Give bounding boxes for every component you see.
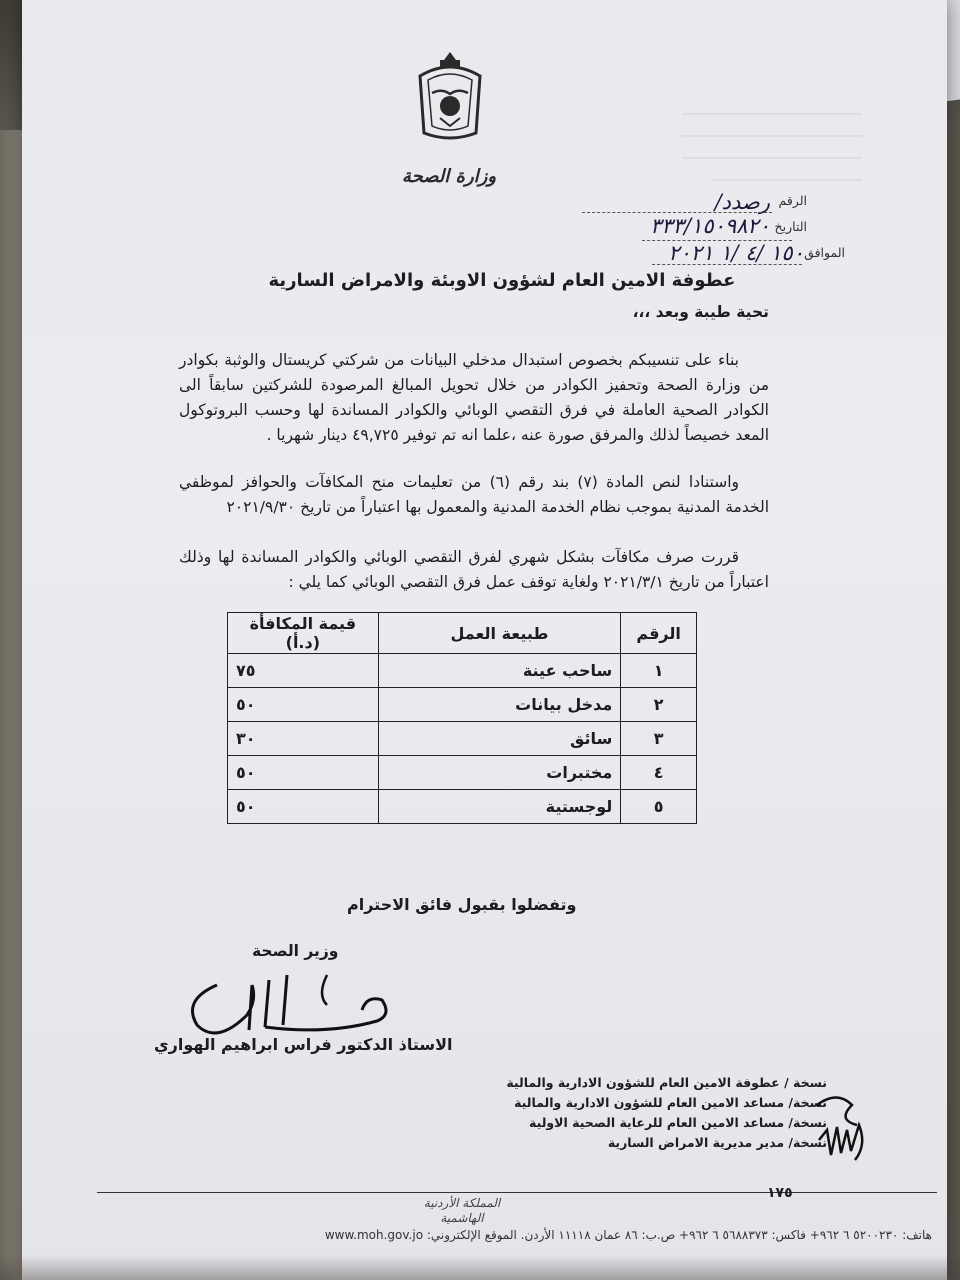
row-reward-value: ٥٠ bbox=[228, 688, 379, 722]
copy-item: نسخة / عطوفة الامين العام للشؤون الادارية والمالية bbox=[506, 1075, 827, 1090]
minister-title: وزير الصحة bbox=[252, 942, 339, 960]
table-row bbox=[228, 756, 697, 790]
row-number: ٤ bbox=[621, 756, 697, 790]
paragraph-2 bbox=[179, 470, 769, 520]
corresp-date: ١٥٠ /٤ /١ ٢٠٢١ bbox=[668, 241, 804, 265]
contact-details: هاتف: ٥٢٠٠٢٣٠ ٦ ٩٦٢+ فاكس: ٥٦٨٨٣٧٣ ٦ ٩٦٢+ ص.ب: ٨٦ عمان ١١١١٨ الأردن. الموقع الإلكتروني: bbox=[426, 1228, 932, 1242]
copy-item: نسخة/ مساعد الامين العام للرعاية الصحية الاولية bbox=[529, 1115, 827, 1130]
reward-table bbox=[227, 612, 697, 824]
paragraph-3-text: قررت صرف مكافآت بشكل شهري لفرق التقصي الوبائي والكوادر المساندة لها وذلك اعتباراً من تاريخ ٢٠٢١/٣/١ ولغاية توقف عمل فرق التقصي الوبائي كما يلي : bbox=[179, 548, 769, 591]
table-header-row bbox=[228, 613, 697, 654]
corresp-dash bbox=[652, 264, 802, 265]
greeting: تحية طيبة وبعد ،،، bbox=[632, 303, 769, 321]
row-reward-value: ٣٠ bbox=[228, 722, 379, 756]
ref-number: رصدد/ ٣٣٣/١٥٠٩٨٢٠ bbox=[650, 190, 770, 238]
paragraph-1 bbox=[179, 348, 769, 448]
kingdom-logo-text: المملكة الأردنية الهاشمية bbox=[423, 1196, 501, 1225]
coat-of-arms-icon bbox=[410, 48, 490, 143]
row-work-type: لوجستية bbox=[378, 790, 621, 824]
row-number: ٥ bbox=[621, 790, 697, 824]
row-work-type: سائق bbox=[378, 722, 621, 756]
table-row bbox=[228, 688, 697, 722]
date-label: التاريخ bbox=[774, 219, 807, 234]
copies-list bbox=[497, 1073, 827, 1153]
row-number: ٣ bbox=[621, 722, 697, 756]
header-reward-value: قيمة المكافأة (د.أ) bbox=[228, 613, 379, 654]
footer-divider bbox=[97, 1192, 937, 1193]
row-number: ١ bbox=[621, 654, 697, 688]
row-work-type: ساحب عينة bbox=[378, 654, 621, 688]
contact-line bbox=[142, 1228, 932, 1242]
desk-background bbox=[0, 0, 22, 1280]
row-number: ٢ bbox=[621, 688, 697, 722]
ref-dash bbox=[582, 212, 772, 213]
table-row bbox=[228, 654, 697, 688]
ministry-logo-text: وزارة الصحة bbox=[401, 166, 497, 187]
copy-item: نسخة/ مدير مديرية الامراض السارية bbox=[607, 1135, 827, 1150]
minister-name: الاستاذ الدكتور فراس ابراهيم الهواري bbox=[154, 1035, 453, 1054]
website-link: www.moh.gov.jo bbox=[324, 1228, 424, 1242]
row-work-type: مختبرات bbox=[378, 756, 621, 790]
corresp-label: الموافق bbox=[804, 245, 845, 260]
letter-page bbox=[22, 0, 947, 1280]
row-work-type: مدخل بيانات bbox=[378, 688, 621, 722]
paragraph-1-text: بناء على تنسيبكم بخصوص استبدال مدخلي البيانات من شركتي كريستال والوثبة بكوادر من وزارة الصحة وتحفيز الكوادر من خلال تحويل المبالغ المرصودة للشركتين سابقاً الى الكوادر الصحية العاملة في فرق التقصي الوبائي والكوادر المساندة لها وحسب البروتوكول المعد خصيصاً لذلك والمرفق صورة عنه ،علما انه تم توفير ٤٩,٧٢٥ دينار شهريا . bbox=[179, 351, 769, 444]
bleed-through-text: ________________________ ________________________ ________________________ ____________________ bbox=[682, 97, 862, 181]
addressee-heading: عطوفة الامين العام لشؤون الاوبئة والامراض السارية bbox=[268, 270, 736, 291]
header-work-type: طبيعة العمل bbox=[378, 613, 621, 654]
paragraph-2-text: واستنادا لنص المادة (٧) بند رقم (٦) من تعليمات منح المكافآت والحوافز لموظفي الخدمة المدنية بموجب نظام الخدمة المدنية والمعمول بها اعتباراً من تاريخ ٢٠٢١/٩/٣٠ bbox=[179, 473, 769, 516]
table-row bbox=[228, 790, 697, 824]
ref-label: الرقم bbox=[778, 193, 807, 208]
table-row bbox=[228, 722, 697, 756]
photo-shadow bbox=[0, 1255, 960, 1280]
handwritten-initials bbox=[807, 1085, 877, 1175]
paragraph-3 bbox=[179, 545, 769, 595]
row-reward-value: ٥٠ bbox=[228, 790, 379, 824]
closing-regards: وتفضلوا بقبول فائق الاحترام bbox=[347, 895, 577, 914]
row-reward-value: ٧٥ bbox=[228, 654, 379, 688]
row-reward-value: ٥٠ bbox=[228, 756, 379, 790]
header-number: الرقم bbox=[621, 613, 697, 654]
copy-item: نسخة/ مساعد الامين العام للشؤون الادارية والمالية bbox=[514, 1095, 827, 1110]
page-number: ١٧٥ bbox=[767, 1185, 793, 1201]
